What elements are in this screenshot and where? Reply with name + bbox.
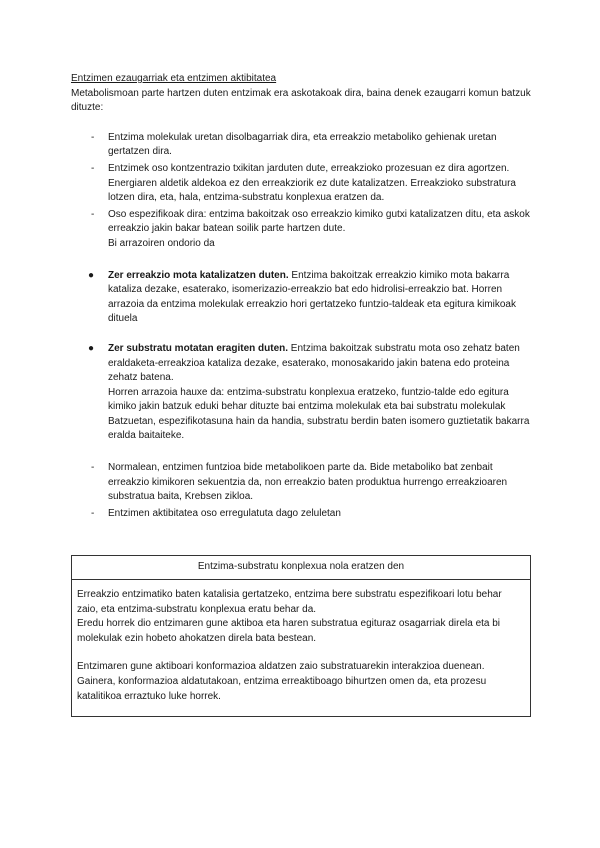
list-item: - Oso espezifikoak dira: entzima bakoitzak oso erreakzio kimiko gutxi katalizatzen ditu, eta askok erreakzio jakin bakar batean soilik parte hartzen dute. Bi arrazoiren ondorio da xyxy=(91,208,530,249)
info-box xyxy=(71,555,531,717)
bullet-icon: ● xyxy=(88,342,95,354)
info-box-heading: Entzima-substratu konplexua nola eratzen den xyxy=(72,556,530,580)
bullet-icon: ● xyxy=(88,269,95,281)
list-item: ● Zer substratu motatan eragiten duten. Entzima bakoitzak substratu mota oso zehatz baten eraldaketa-erreakzioa kataliza dezake, esaterako, monosakarido jakin batena edo proteina zehatz batena. Horren arrazoia hauxe da: entzima-substratu konplexua eratzeko, funtzio-talde edo egitura kimiko jakin batzuk eduki behar dituzte bai entzima molekulak eta bai substratu molekulak Batzuetan, espezifikotasuna hain da handia, substratu berdin baten isomero guztietatik bakarra eralda baitaiteke. xyxy=(88,342,530,442)
reason-list-1 xyxy=(71,269,531,327)
pathway-list xyxy=(71,461,531,521)
list-item: - Entzima molekulak uretan disolbagarriak dira, eta erreakzio metaboliko gehienak uretan gertatzen dira. xyxy=(91,131,497,158)
list-item: ● Zer erreakzio mota katalizatzen duten. Entzima bakoitzak erreakzio kimiko mota bakarra kataliza dezake, esaterako, isomerizazio-erreakzio bat edo hidrolisi-erreakzio bat. Horren arrazoia da entzima molekulak erreakzio hori gertatzeko funtzio-taldeak eta egitura kimikoak dituela xyxy=(88,269,516,325)
info-box-body xyxy=(72,580,530,704)
property-list xyxy=(71,131,531,252)
list-item: - Normalean, entzimen funtzioa bide metabolikoen parte da. Bide metaboliko bat zenbait erreakzio kimikoren sekuentzia da, non erreakzio baten produktua hurrengo erreakzioaren substratua baita, Krebsen zikloa. xyxy=(91,462,508,503)
document-title: Entzimen ezaugarriak eta entzimen aktibitatea xyxy=(71,73,277,84)
info-paragraph: Entzimaren gune aktiboari konformazioa aldatzen zaio substratuarekin interakzioa duenean. Gainera, konformazioa aldatutakoan, entzima erreaktiboago bihurtzen omen da, eta prozesu katalitikoa erraztuko luke horrek. xyxy=(77,661,487,702)
reason-list-2 xyxy=(71,342,531,444)
info-paragraph: Erreakzio entzimatiko baten katalisia gertatzeko, entzima bere substratu espezifikoari lotu behar zaio, eta entzima-substratu konplexua eratu behar da. Eredu horrek dio entzimaren gune aktiboa eta haren substratua egituraz osagarriak direla eta bi molekulak ezin hobeto ahokatzen direla bata bestean. xyxy=(77,589,502,644)
document-body xyxy=(71,72,531,523)
intro-paragraph: Metabolismoan parte hartzen duten entzimak era askotakoak dira, baina denek ezaugarri komun batzuk dituzte: xyxy=(71,87,531,114)
list-item: - Entzimen aktibitatea oso erregulatuta dago zeluletan xyxy=(91,507,341,519)
list-item: - Entzimek oso kontzentrazio txikitan jarduten dute, erreakzioko prozesuan ez dira agortzen. Energiaren aldetik aldekoa ez den erreakziorik ez dute katalizatzen. Erreakzioko substratura lotzen dira, eta, hala, entzima-substratu konplexua eratzen da. xyxy=(91,162,516,204)
